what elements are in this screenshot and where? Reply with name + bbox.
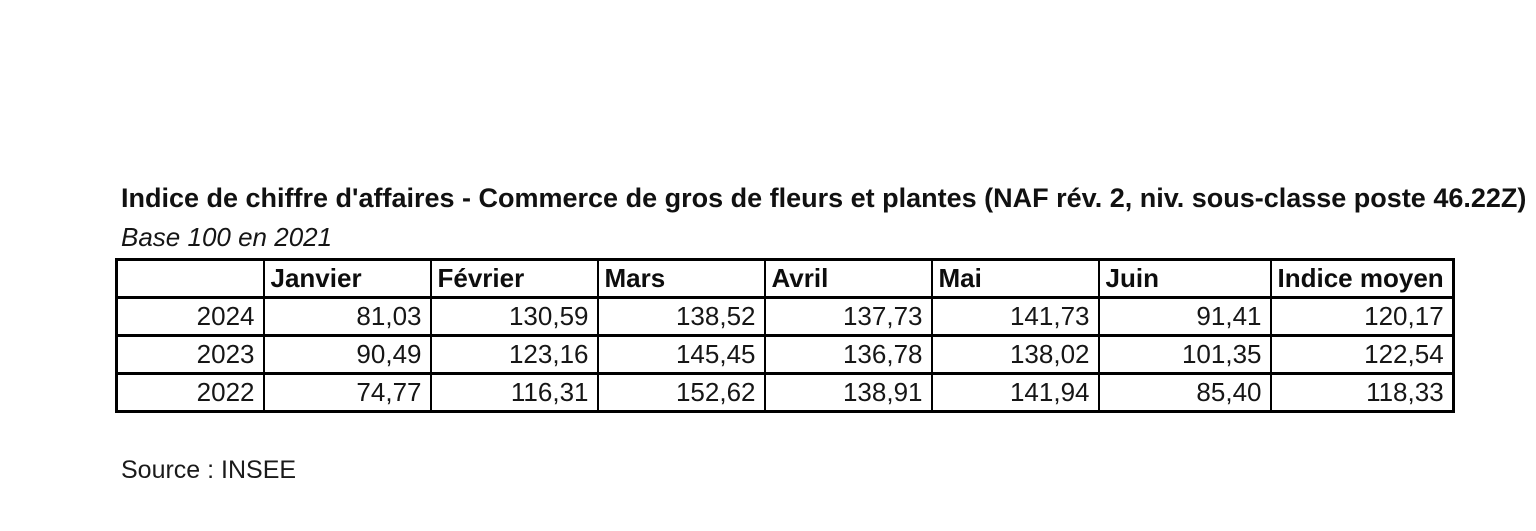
table-cell: 74,77 xyxy=(264,374,431,412)
table-cell: 91,41 xyxy=(1099,298,1271,336)
table-cell: 101,35 xyxy=(1099,336,1271,374)
table-cell: 141,94 xyxy=(932,374,1099,412)
column-header-indice-moyen: Indice moyen xyxy=(1271,260,1454,298)
column-header-fevrier: Février xyxy=(431,260,598,298)
table-cell: 138,02 xyxy=(932,336,1099,374)
page-title: Indice de chiffre d'affaires - Commerce de gros de fleurs et plantes (NAF rév. 2, niv. sous-classe poste 46.22Z) xyxy=(121,183,1527,213)
table-cell: 136,78 xyxy=(765,336,932,374)
table-cell: 138,91 xyxy=(765,374,932,412)
table-cell: 122,54 xyxy=(1271,336,1454,374)
table-row-2024 xyxy=(117,298,1454,336)
header-row xyxy=(117,260,1454,298)
row-year: 2023 xyxy=(117,336,264,374)
table-cell: 81,03 xyxy=(264,298,431,336)
source-note: Source : INSEE xyxy=(121,456,297,484)
column-header-avril: Avril xyxy=(765,260,932,298)
table-cell: 85,40 xyxy=(1099,374,1271,412)
table-cell: 138,52 xyxy=(598,298,765,336)
table-cell: 120,17 xyxy=(1271,298,1454,336)
table-row-2022 xyxy=(117,374,1454,412)
column-header-janvier: Janvier xyxy=(264,260,431,298)
table-cell: 152,62 xyxy=(598,374,765,412)
corner-header-cell xyxy=(117,260,264,298)
row-year: 2024 xyxy=(117,298,264,336)
data-table xyxy=(115,258,1455,413)
column-header-juin: Juin xyxy=(1099,260,1271,298)
table-cell: 116,31 xyxy=(431,374,598,412)
table-row-2023 xyxy=(117,336,1454,374)
column-header-mai: Mai xyxy=(932,260,1099,298)
table-cell: 118,33 xyxy=(1271,374,1454,412)
table-cell: 137,73 xyxy=(765,298,932,336)
table-cell: 123,16 xyxy=(431,336,598,374)
statistics-figure xyxy=(115,183,1526,485)
row-year: 2022 xyxy=(117,374,264,412)
table-cell: 141,73 xyxy=(932,298,1099,336)
table-cell: 145,45 xyxy=(598,336,765,374)
table-cell: 130,59 xyxy=(431,298,598,336)
base-note: Base 100 en 2021 xyxy=(121,222,333,252)
column-header-mars: Mars xyxy=(598,260,765,298)
table-cell: 90,49 xyxy=(264,336,431,374)
